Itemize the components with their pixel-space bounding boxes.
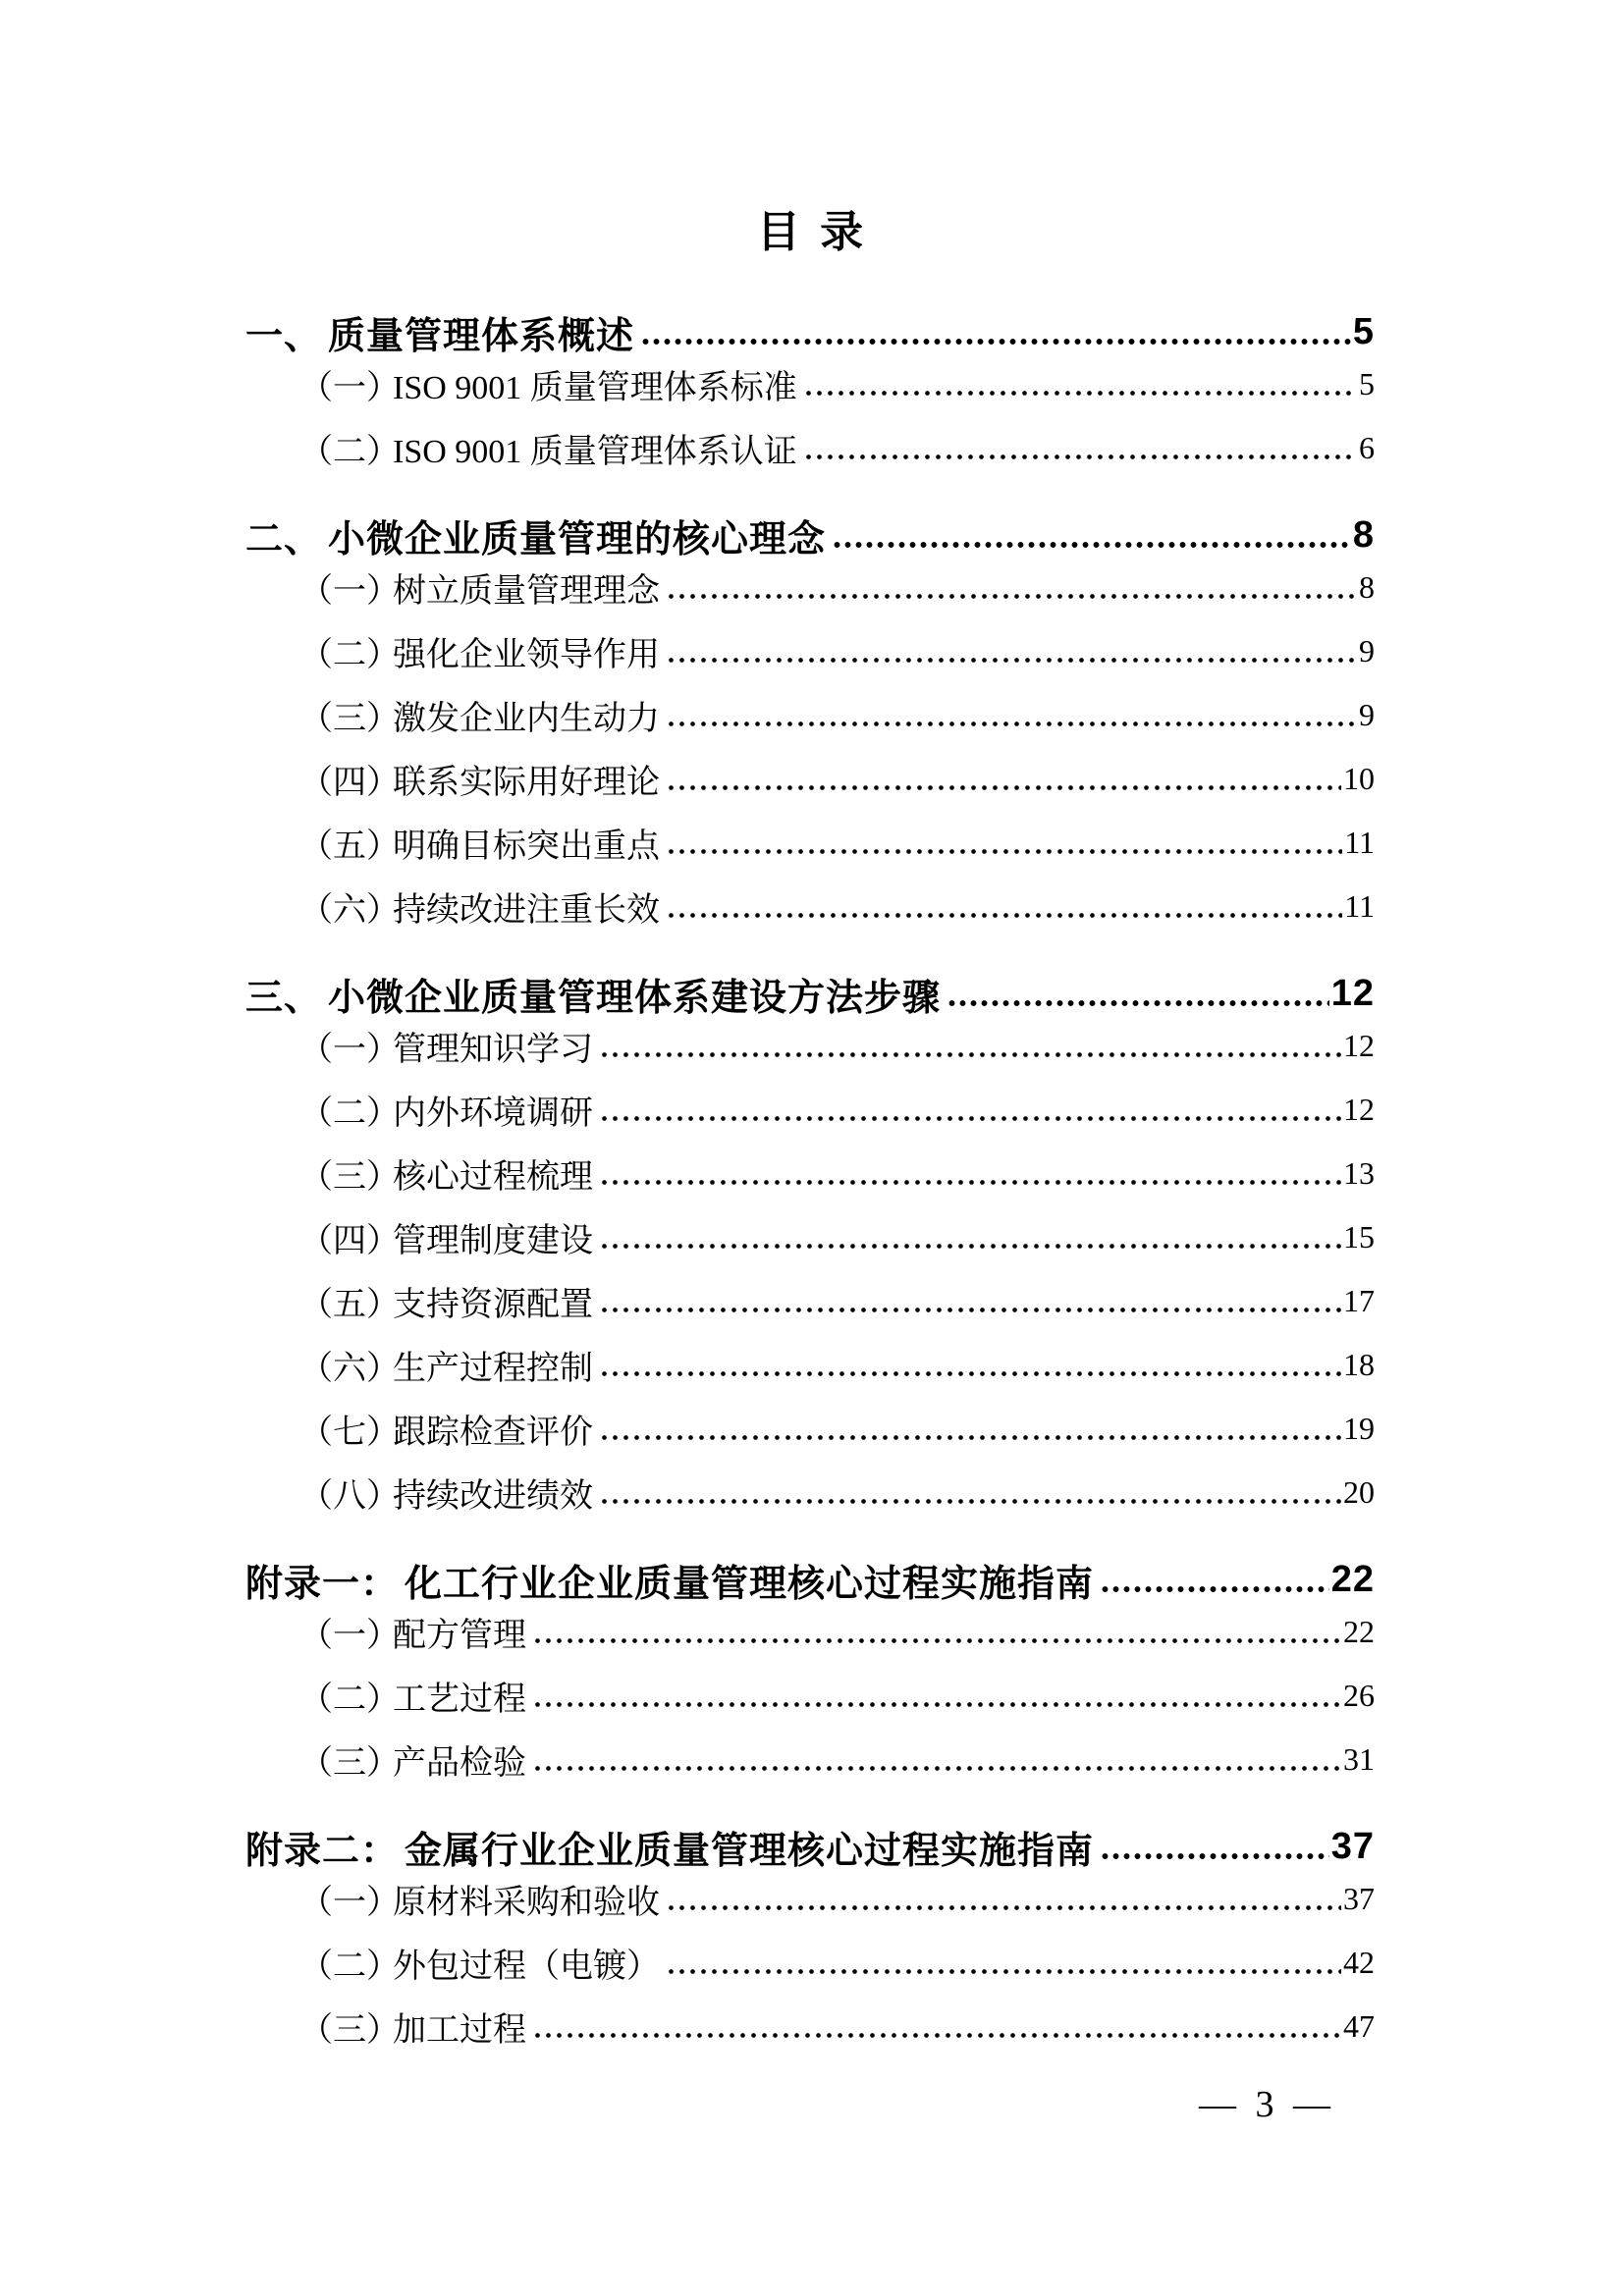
toc-entry-label: 管理制度建设 <box>393 1222 593 1259</box>
dot-leader <box>1100 1827 1329 1866</box>
dot-leader <box>599 1409 1341 1448</box>
toc-entry-label: 管理知识学习 <box>393 1031 593 1068</box>
toc-entry-label: 原材料采购和验收 <box>393 1884 660 1921</box>
toc-list <box>245 289 1375 2070</box>
toc-entry-number: （一） <box>299 572 400 610</box>
toc-entry-number: （二） <box>299 1681 400 1718</box>
dot-leader <box>666 1943 1341 1982</box>
dot-leader <box>832 515 1351 555</box>
dot-leader <box>532 1676 1341 1715</box>
toc-entry <box>245 1090 1375 1132</box>
toc-entry <box>245 1281 1375 1323</box>
dot-leader <box>640 312 1351 351</box>
dot-leader <box>532 2006 1341 2046</box>
dot-leader <box>666 823 1342 862</box>
toc-entry <box>245 428 1375 470</box>
toc-entry-label: 强化企业领导作用 <box>393 636 660 673</box>
toc-entry-page: 11 <box>1344 824 1375 860</box>
toc-entry-number: （二） <box>299 1095 400 1132</box>
toc-entry-page: 12 <box>1343 1027 1375 1063</box>
toc-entry-number: （五） <box>299 828 400 865</box>
toc-entry <box>245 513 1375 561</box>
dot-leader <box>803 428 1357 467</box>
toc-entry-number: （五） <box>299 1286 400 1323</box>
toc-entry <box>245 1472 1375 1515</box>
dot-leader <box>666 886 1342 926</box>
toc-entry-label: 树立质量管理理念 <box>393 572 660 610</box>
toc-entry-number: （七） <box>299 1414 400 1451</box>
toc-entry-number: 二、 <box>245 518 323 561</box>
toc-entry-page: 6 <box>1359 429 1375 465</box>
toc-entry-label: 持续改进注重长效 <box>393 891 660 929</box>
toc-entry <box>245 695 1375 737</box>
toc-entry-page: 37 <box>1330 1825 1375 1867</box>
toc-entry <box>245 972 1375 1019</box>
toc-entry <box>245 1676 1375 1718</box>
dot-leader <box>666 1879 1341 1918</box>
toc-entry-page: 5 <box>1359 365 1375 401</box>
toc-entry-number: （三） <box>299 700 400 737</box>
toc-entry-label: 金属行业企业质量管理核心过程实施指南 <box>405 1830 1095 1872</box>
toc-entry-label: 小微企业质量管理的核心理念 <box>328 518 827 561</box>
toc-entry <box>245 1825 1375 1872</box>
toc-entry-number: （二） <box>299 636 400 673</box>
toc-entry-number: （三） <box>299 1744 400 1782</box>
toc-entry-page: 42 <box>1343 1944 1375 1980</box>
toc-entry <box>245 886 1375 929</box>
toc-entry-number: （一） <box>299 369 400 406</box>
toc-entry-label: 内外环境调研 <box>393 1095 593 1132</box>
toc-entry <box>245 1943 1375 1985</box>
toc-entry-page: 13 <box>1343 1154 1375 1191</box>
dot-leader <box>599 1281 1341 1320</box>
dot-leader <box>803 364 1357 403</box>
dot-leader <box>599 1026 1341 1065</box>
toc-entry-label: 工艺过程 <box>393 1681 526 1718</box>
toc-entry-page: 37 <box>1343 1880 1375 1916</box>
toc-entry-label: 核心过程梳理 <box>393 1158 593 1196</box>
toc-entry <box>245 1345 1375 1387</box>
toc-entry-label: 加工过程 <box>393 2011 526 2049</box>
toc-entry-number: （四） <box>299 1222 400 1259</box>
toc-entry-page: 12 <box>1330 972 1375 1014</box>
toc-entry-label: 小微企业质量管理体系建设方法步骤 <box>328 977 942 1019</box>
dot-leader <box>599 1217 1341 1256</box>
dot-leader <box>532 1739 1341 1779</box>
toc-entry-number: （六） <box>299 1350 400 1387</box>
page-number: — 3 — <box>1199 2084 1335 2125</box>
toc-entry-page: 8 <box>1352 513 1375 556</box>
toc-entry-page: 12 <box>1343 1091 1375 1127</box>
toc-entry <box>245 1026 1375 1068</box>
dot-leader <box>947 974 1329 1013</box>
toc-entry-label: ISO 9001 质量管理体系标准 <box>393 369 797 406</box>
toc-entry-page: 26 <box>1343 1677 1375 1713</box>
toc-entry-page: 15 <box>1343 1218 1375 1255</box>
toc-entry <box>245 1612 1375 1654</box>
toc-entry-page: 20 <box>1343 1473 1375 1510</box>
dot-leader <box>599 1153 1341 1193</box>
toc-entry-number: 附录一： <box>245 1563 400 1605</box>
toc-entry-page: 10 <box>1343 760 1375 796</box>
dot-leader <box>599 1090 1341 1129</box>
dot-leader <box>666 567 1357 607</box>
page-title: 目 录 <box>756 208 868 256</box>
toc-entry-number: （三） <box>299 2011 400 2049</box>
toc-entry-label: 质量管理体系概述 <box>328 315 635 357</box>
toc-entry-number: （一） <box>299 1031 400 1068</box>
toc-entry-page: 11 <box>1344 887 1375 924</box>
toc-entry <box>245 1558 1375 1605</box>
toc-entry-number: （六） <box>299 891 400 929</box>
toc-entry <box>245 310 1375 357</box>
dot-leader <box>666 631 1357 670</box>
toc-entry-label: 产品检验 <box>393 1744 526 1782</box>
toc-entry-number: （一） <box>299 1884 400 1921</box>
toc-entry <box>245 2006 1375 2049</box>
toc-entry-page: 22 <box>1330 1558 1375 1600</box>
dot-leader <box>599 1345 1341 1384</box>
toc-entry-label: 支持资源配置 <box>393 1286 593 1323</box>
dot-leader <box>532 1612 1341 1651</box>
toc-entry-number: （二） <box>299 1948 400 1985</box>
dot-leader <box>666 695 1357 734</box>
toc-entry-label: 联系实际用好理论 <box>393 764 660 801</box>
toc-entry <box>245 823 1375 865</box>
toc-entry-page: 18 <box>1343 1346 1375 1382</box>
toc-entry <box>245 631 1375 673</box>
toc-entry <box>245 1879 1375 1921</box>
toc-entry-page: 17 <box>1343 1282 1375 1318</box>
toc-entry <box>245 1739 1375 1782</box>
toc-entry <box>245 567 1375 610</box>
toc-entry-label: ISO 9001 质量管理体系认证 <box>393 433 797 470</box>
toc-entry-number: 附录二： <box>245 1830 400 1872</box>
toc-entry-page: 9 <box>1359 696 1375 732</box>
toc-entry-number: （二） <box>299 433 400 470</box>
dot-leader <box>666 759 1341 798</box>
toc-entry-page: 31 <box>1343 1740 1375 1777</box>
toc-entry-label: 持续改进绩效 <box>393 1477 593 1515</box>
toc-entry-number: 一、 <box>245 315 323 357</box>
toc-entry-page: 47 <box>1343 2007 1375 2044</box>
toc-entry-label: 生产过程控制 <box>393 1350 593 1387</box>
toc-entry-label: 配方管理 <box>393 1617 526 1654</box>
toc-entry <box>245 1217 1375 1259</box>
toc-entry <box>245 1153 1375 1196</box>
toc-entry-label: 明确目标突出重点 <box>393 828 660 865</box>
toc-entry-number: 三、 <box>245 977 323 1019</box>
toc-entry-number: （三） <box>299 1158 400 1196</box>
toc-entry <box>245 364 1375 406</box>
toc-entry-page: 9 <box>1359 632 1375 668</box>
toc-entry-number: （八） <box>299 1477 400 1515</box>
toc-entry <box>245 759 1375 801</box>
toc-entry-label: 外包过程（电镀） <box>393 1948 660 1985</box>
toc-entry <box>245 1409 1375 1451</box>
toc-entry-page: 5 <box>1352 310 1375 352</box>
toc-entry-page: 19 <box>1343 1410 1375 1446</box>
toc-entry-page: 8 <box>1359 568 1375 605</box>
toc-entry-page: 22 <box>1343 1613 1375 1649</box>
toc-entry-number: （一） <box>299 1617 400 1654</box>
toc-entry-label: 激发企业内生动力 <box>393 700 660 737</box>
dot-leader <box>599 1472 1341 1512</box>
dot-leader <box>1100 1560 1329 1599</box>
toc-entry-label: 化工行业企业质量管理核心过程实施指南 <box>405 1563 1095 1605</box>
toc-entry-number: （四） <box>299 764 400 801</box>
toc-entry-label: 跟踪检查评价 <box>393 1414 593 1451</box>
